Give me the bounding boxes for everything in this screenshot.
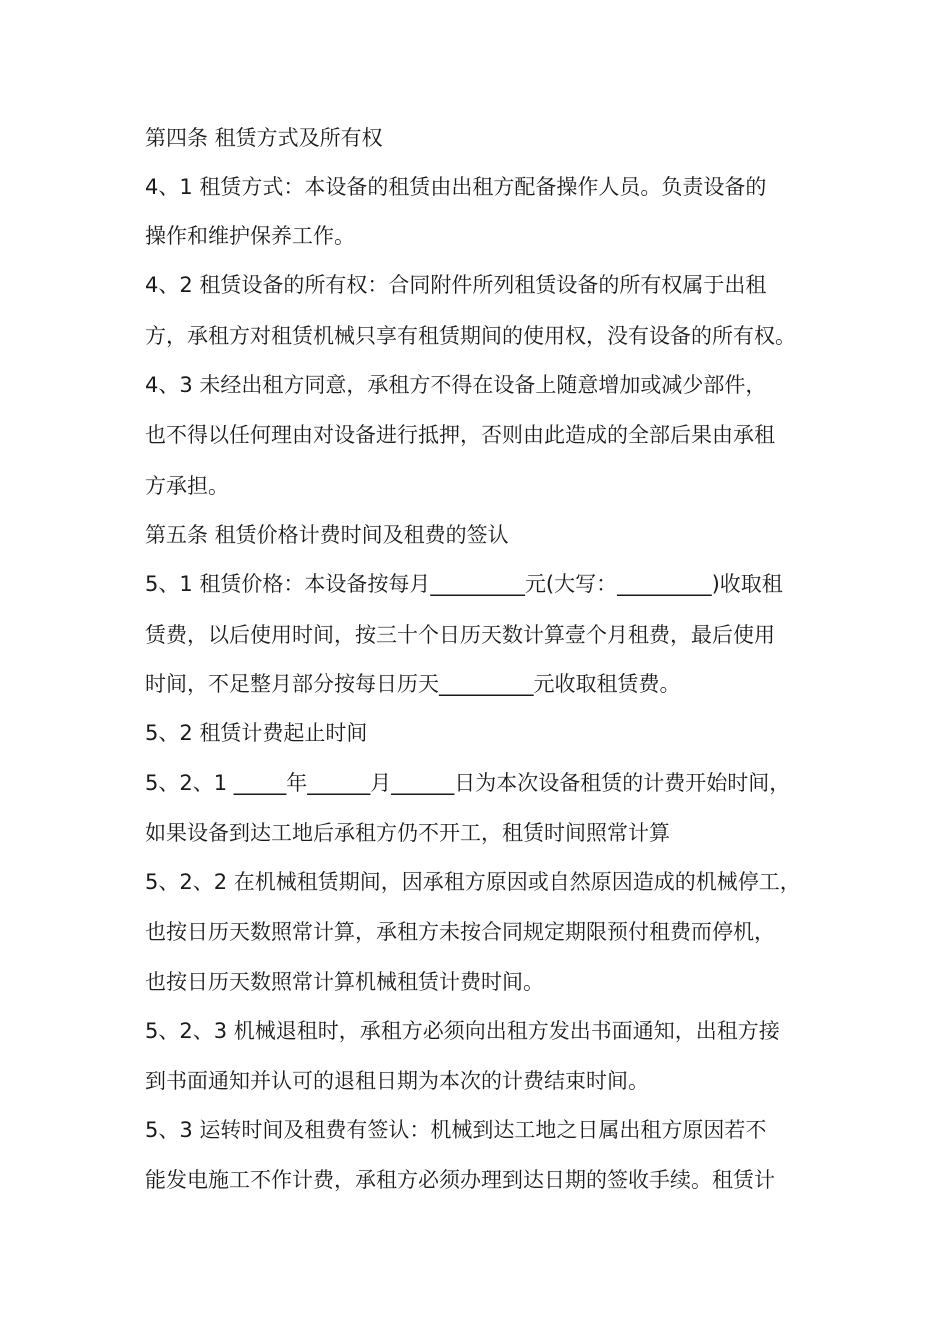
article-5-heading: 第五条 租赁价格计费时间及租费的签认 (145, 523, 509, 547)
clause-5-3-cont: 能发电施工不作计费，承租方必须办理到达日期的签收手续。租赁计 (145, 1168, 775, 1192)
clause-4-1-cont: 操作和维护保养工作。 (145, 224, 355, 248)
clause-5-2-3-cont: 到书面通知并认可的退租日期为本次的计费结束时间。 (145, 1069, 649, 1093)
clause-5-2-3: 5、2、3 机械退租时，承租方必须向出租方发出书面通知，出租方接 (145, 1019, 780, 1043)
clause-5-1-cont-1: 赁费，以后使用时间，按三十个日历天数计算壹个月租费，最后使用 (145, 623, 775, 647)
clause-4-3: 4、3 未经出租方同意，承租方不得在设备上随意增加或减少部件， (145, 373, 767, 397)
clause-4-2-cont: 方，承租方对租赁机械只享有租赁期间的使用权，没有设备的所有权。 (145, 324, 796, 348)
clause-5-2-1: 5、2、1 _____年______月______日为本次设备租赁的计费开始时间， (145, 771, 791, 795)
clause-4-3-cont-1: 也不得以任何理由对设备进行抵押，否则由此造成的全部后果由承租 (145, 423, 775, 447)
clause-5-1: 5、1 租赁价格：本设备按每月_________元(大写：_________)收取租 (145, 572, 783, 596)
clause-5-2: 5、2 租赁计费起止时间 (145, 721, 368, 745)
clause-4-3-cont-2: 方承担。 (145, 474, 229, 498)
clause-5-3: 5、3 运转时间及租费有签认：机械到达工地之日属出租方原因若不 (145, 1118, 767, 1142)
clause-4-2: 4、2 租赁设备的所有权：合同附件所列租赁设备的所有权属于出租 (145, 273, 767, 297)
clause-5-2-2-cont-1: 也按日历天数照常计算，承租方未按合同规定期限预付租费而停机， (145, 920, 775, 944)
clause-5-2-1-cont: 如果设备到达工地后承租方仍不开工，租赁时间照常计算 (145, 821, 670, 845)
clause-5-2-2-cont-2: 也按日历天数照常计算机械租赁计费时间。 (145, 970, 544, 994)
clause-4-1: 4、1 租赁方式：本设备的租赁由出租方配备操作人员。负责设备的 (145, 175, 767, 199)
article-4-heading: 第四条 租赁方式及所有权 (145, 126, 383, 150)
clause-5-1-cont-2: 时间，不足整月部分按每日历天_________元收取租赁费。 (145, 672, 681, 696)
clause-5-2-2: 5、2、2 在机械租赁期间，因承租方原因或自然原因造成的机械停工， (145, 870, 801, 894)
